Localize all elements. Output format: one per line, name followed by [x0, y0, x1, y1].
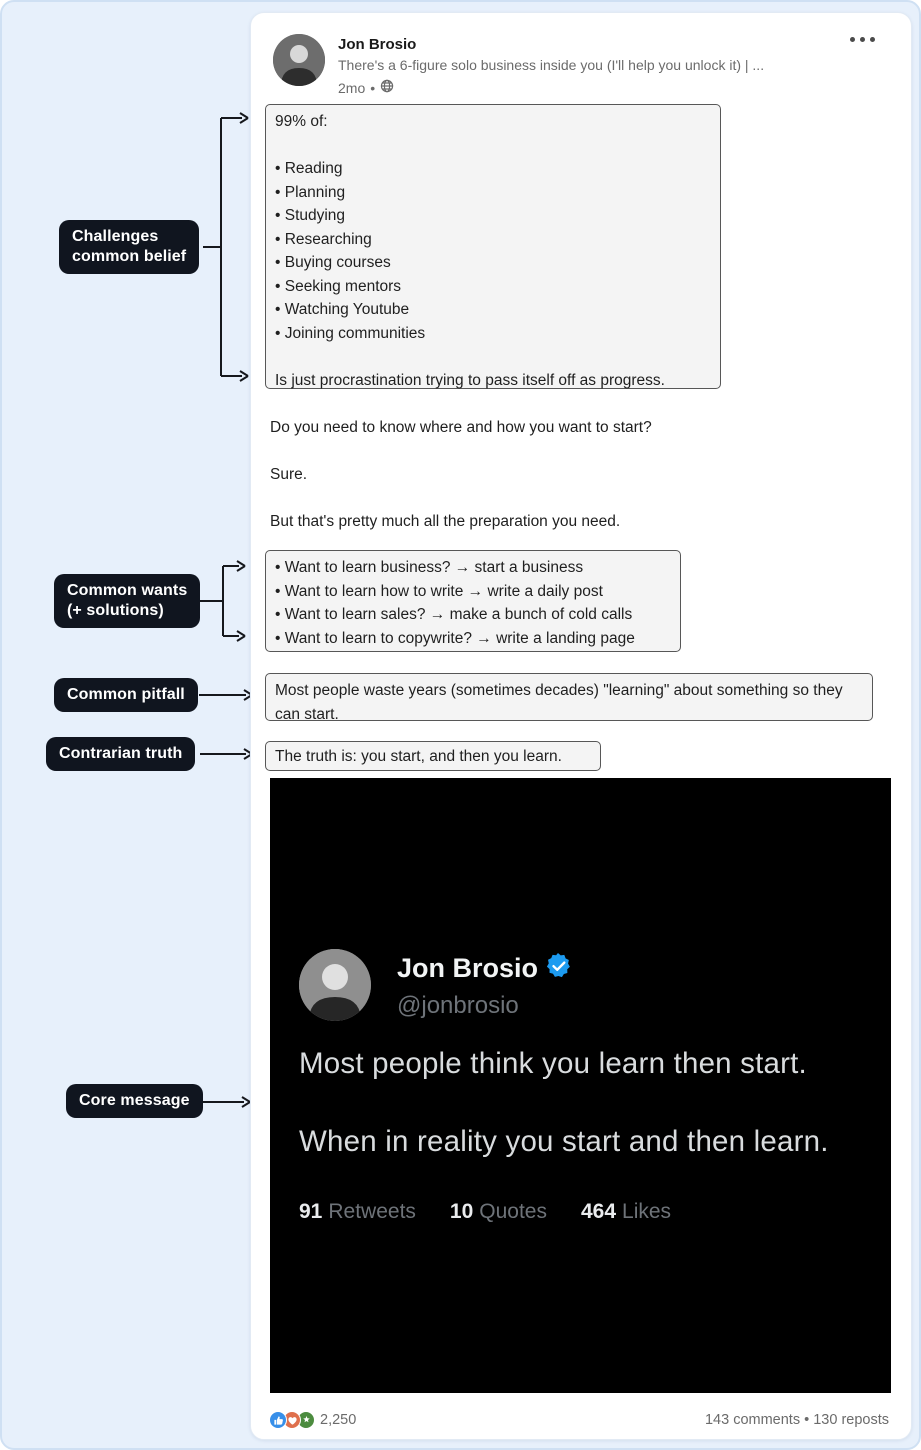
bullet-item: • Joining communities [275, 324, 426, 342]
verified-badge-icon [546, 953, 572, 984]
post-social-footer [269, 1407, 889, 1433]
post-age: 2mo [338, 79, 366, 96]
post-paragraph: But that's pretty much all the preparation you need. [270, 513, 621, 530]
meta-separator: • [370, 79, 376, 96]
annotation-label-line: Common pitfall [67, 686, 185, 703]
tweet-stat-quotes: 10 Quotes [449, 1200, 547, 1223]
tweet-stat-likes: 464 Likes [580, 1200, 672, 1223]
bullet-item: • Planning [275, 183, 346, 201]
annotation-label-line: common belief [72, 248, 187, 265]
post-paragraph: Sure. [270, 466, 308, 483]
annotation-common-pitfall [54, 678, 198, 712]
bullet-item: • Watching Youtube [275, 301, 410, 318]
annotation-label-line: Challenges [72, 228, 159, 245]
annotation-contrarian-truth [46, 737, 195, 771]
post-meta [338, 79, 394, 96]
tweet-stats [299, 1200, 671, 1224]
bullet-item: • Reading [275, 160, 343, 177]
box-intro: 99% of: [275, 113, 328, 130]
bullet-item: • Studying [275, 207, 346, 224]
tweet-stat-retweets: 91 Retweets [299, 1200, 416, 1223]
post-box-truth: The truth is: you start, and then you learn. [265, 741, 601, 771]
tweet-text-line: Most people think you learn then start. [299, 1047, 807, 1080]
tweet-avatar [299, 949, 371, 1021]
bullet-item: • Researching [275, 230, 372, 248]
annotation-label-line: Common wants [67, 582, 188, 599]
tweet-text-line: When in reality you start and then learn. [299, 1125, 829, 1158]
box-outro: Is just procrastination trying to pass itself off as progress. [275, 371, 665, 389]
bullet-item: • Seeking mentors [275, 277, 402, 295]
annotation-core-message [66, 1084, 203, 1118]
bullet-item: • Want to learn sales? → make a bunch of cold calls [275, 606, 633, 623]
post-box-challenges [265, 104, 721, 389]
annotation-common-wants [54, 574, 200, 628]
globe-icon [380, 79, 394, 96]
annotation-label-line: Contrarian truth [59, 745, 183, 762]
post-paragraph: Do you need to know where and how you want to start? [270, 419, 652, 436]
annotation-label-line: Core message [79, 1092, 190, 1109]
reactions-count[interactable]: 2,250 [320, 1412, 357, 1428]
bullet-item: • Want to learn how to write → write a daily post [275, 582, 603, 600]
annotation-challenges-common-belief [59, 220, 199, 274]
tweet-author-handle: @jonbrosio [397, 992, 519, 1019]
tweet-image[interactable] [270, 778, 891, 1393]
author-name[interactable]: Jon Brosio [338, 36, 417, 53]
bullet-item: • Want to learn business? → start a business [275, 559, 584, 576]
author-avatar[interactable] [273, 34, 325, 86]
post-box-pitfall: Most people waste years (sometimes decades) "learning" about something so they can start. [265, 673, 873, 721]
bullet-item: • Buying courses [275, 254, 391, 271]
annotation-label-line: (+ solutions) [67, 602, 164, 619]
like-reaction-icon [269, 1411, 287, 1429]
reactions-summary[interactable] [269, 1411, 356, 1429]
author-headline: There's a 6-figure solo business inside you (I'll help you unlock it) | ... [338, 57, 765, 73]
bullet-item: • Want to learn to copywrite? → write a landing page [275, 629, 635, 647]
linkedin-post-card [250, 12, 912, 1440]
post-options-icon[interactable] [850, 37, 875, 42]
post-box-wants [265, 550, 681, 652]
comments-reposts-count[interactable]: 143 comments • 130 reposts [704, 1412, 889, 1428]
tweet-author-name: Jon Brosio [397, 953, 539, 983]
